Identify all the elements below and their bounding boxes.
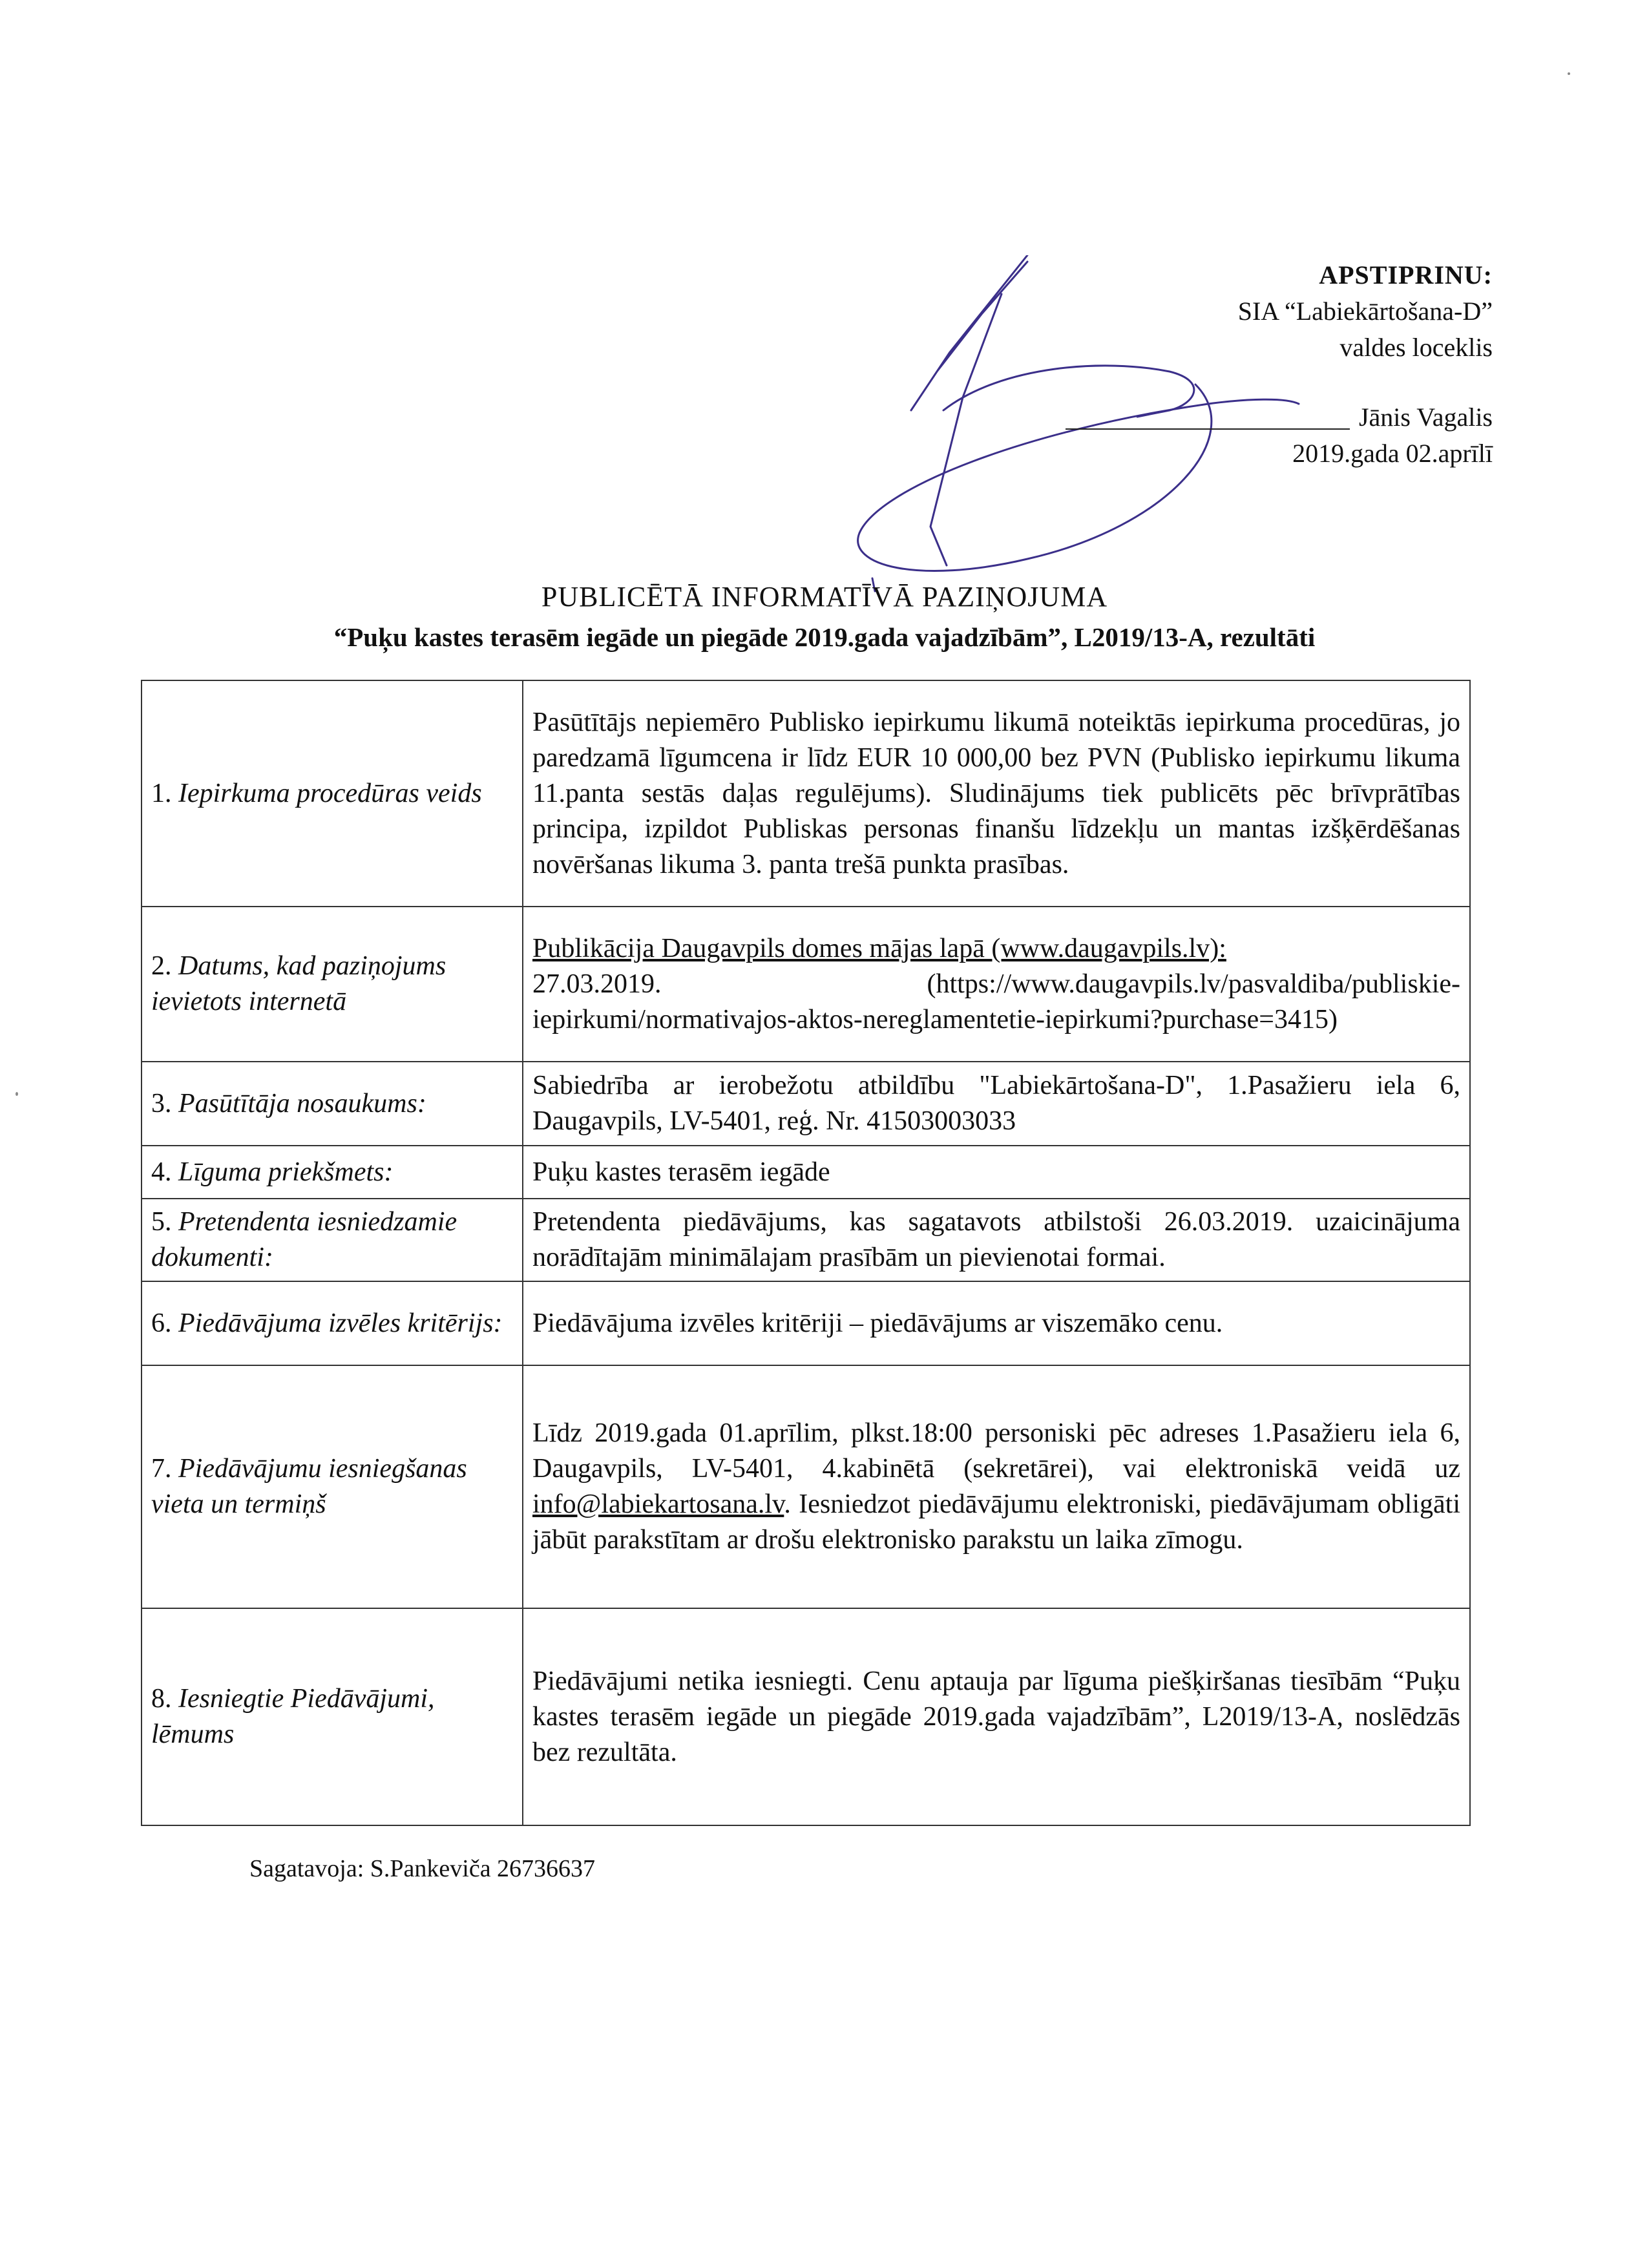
row-label-text: Pasūtītāja nosaukums:: [178, 1088, 426, 1118]
row-label-text: Pretendenta iesniedzamie dokumenti:: [151, 1207, 457, 1272]
row-value: Pretendenta piedāvājums, kas sagatavots atbilstoši 26.03.2019. uzaicinājuma norādītajām minimālajam prasībām un pievienotai formai.: [523, 1199, 1470, 1281]
row-value: [523, 907, 1470, 1062]
publication-link[interactable]: Publikācija Daugavpils domes mājas lapā (www.daugavpils.lv):: [532, 933, 1226, 963]
row-number: 2.: [151, 951, 172, 981]
row-number: 1.: [151, 778, 172, 808]
scan-speck: [1568, 72, 1570, 75]
row-value: Piedāvājumi netika iesniegti. Cenu aptauja par līguma piešķiršanas tiesībām “Puķu kastes terasēm iegāde un piegāde 2019.gada vajadzībām”, L2019/13-A, noslēdzās bez rezultāta.: [523, 1608, 1470, 1825]
table-row: [142, 907, 1470, 1062]
approval-title: APSTIPRINU:: [1319, 260, 1493, 289]
row-label-text: Piedāvājumu iesniegšanas vieta un termiņš: [151, 1454, 467, 1519]
row-label: [142, 1062, 523, 1146]
submission-text-after: . Iesniedzot piedāvājumu elektroniski, piedāvājumam obligāti jābūt parakstītam ar drošu elektronisko parakstu un laika zīmogu.: [532, 1489, 1460, 1555]
signature-line: [1066, 428, 1350, 430]
row-number: 3.: [151, 1088, 172, 1118]
table-row: [142, 1199, 1470, 1281]
prepared-by: Sagatavoja: S.Pankeviča 26736637: [249, 1855, 596, 1882]
row-value: Puķu kastes terasēm iegāde: [523, 1146, 1470, 1199]
row-label: [142, 1608, 523, 1825]
table-row: [142, 1146, 1470, 1199]
approval-block: [1066, 257, 1493, 472]
approval-position: valdes loceklis: [1339, 333, 1493, 362]
table-row: [142, 1608, 1470, 1825]
publication-url: 27.03.2019. (https://www.daugavpils.lv/pasvaldiba/publiskie-iepirkumi/normativajos-aktos-nereglamentetie-iepirkumi?purchase=3415): [532, 969, 1460, 1034]
row-value: Sabiedrība ar ierobežotu atbildību "Labiekārtošana-D", 1.Pasažieru iela 6, Daugavpils, LV-5401, reģ. Nr. 41503003033: [523, 1062, 1470, 1146]
row-label: [142, 1365, 523, 1608]
table-row: [142, 1062, 1470, 1146]
scan-speck: [16, 1092, 18, 1096]
signature-line-row: [1066, 399, 1493, 436]
row-label: [142, 1146, 523, 1199]
approval-date: 2019.gada 02.aprīlī: [1292, 439, 1493, 468]
row-label-text: Līguma priekšmets:: [178, 1157, 394, 1187]
approval-signatory: Jānis Vagalis: [1358, 403, 1493, 432]
row-number: 7.: [151, 1454, 172, 1484]
row-label: [142, 1199, 523, 1281]
row-value: Piedāvājuma izvēles kritēriji – piedāvājums ar viszemāko cenu.: [523, 1281, 1470, 1365]
row-number: 5.: [151, 1207, 172, 1237]
submission-text-before: Līdz 2019.gada 01.aprīlim, plkst.18:00 personiski pēc adreses 1.Pasažieru iela 6, Daugavpils, LV-5401, 4.kabinētā (sekretārei), vai elektroniskā veidā uz: [532, 1418, 1460, 1484]
row-number: 8.: [151, 1684, 172, 1714]
row-label: [142, 907, 523, 1062]
email-link[interactable]: info@labiekartosana.lv: [532, 1489, 784, 1519]
row-label: [142, 680, 523, 907]
table-row: [142, 1365, 1470, 1608]
row-value: Pasūtītājs nepiemēro Publisko iepirkumu likumā noteiktās iepirkuma procedūras, jo paredzamā līgumcena ir līdz EUR 10 000,00 bez PVN (Publisko iepirkumu likuma 11.panta sestās daļas regulējums). Sludinājums tiek publicēts pēc brīvprātības principa, izpildot Publiskas personas finanšu līdzekļu un mantas izšķērdēšanas novēršanas likuma 3. panta trešā punkta prasības.: [523, 680, 1470, 907]
row-label-text: Datums, kad paziņojums ievietots internetā: [151, 951, 446, 1016]
page-title: PUBLICĒTĀ INFORMATĪVĀ PAZIŅOJUMA: [541, 581, 1108, 613]
row-number: 6.: [151, 1308, 172, 1338]
table-row: [142, 1281, 1470, 1365]
row-value: [523, 1365, 1470, 1608]
row-label: [142, 1281, 523, 1365]
row-number: 4.: [151, 1157, 172, 1187]
info-table: [141, 680, 1471, 1826]
approval-organization: SIA “Labiekārtošana-D”: [1237, 297, 1493, 326]
row-label-text: Iesniegtie Piedāvājumi, lēmums: [151, 1684, 435, 1749]
page-subtitle: “Puķu kastes terasēm iegāde un piegāde 2019.gada vajadzībām”, L2019/13-A, rezultāti: [333, 622, 1316, 652]
table-row: [142, 680, 1470, 907]
row-label-text: Piedāvājuma izvēles kritērijs:: [178, 1308, 503, 1338]
row-label-text: Iepirkuma procedūras veids: [178, 778, 482, 808]
